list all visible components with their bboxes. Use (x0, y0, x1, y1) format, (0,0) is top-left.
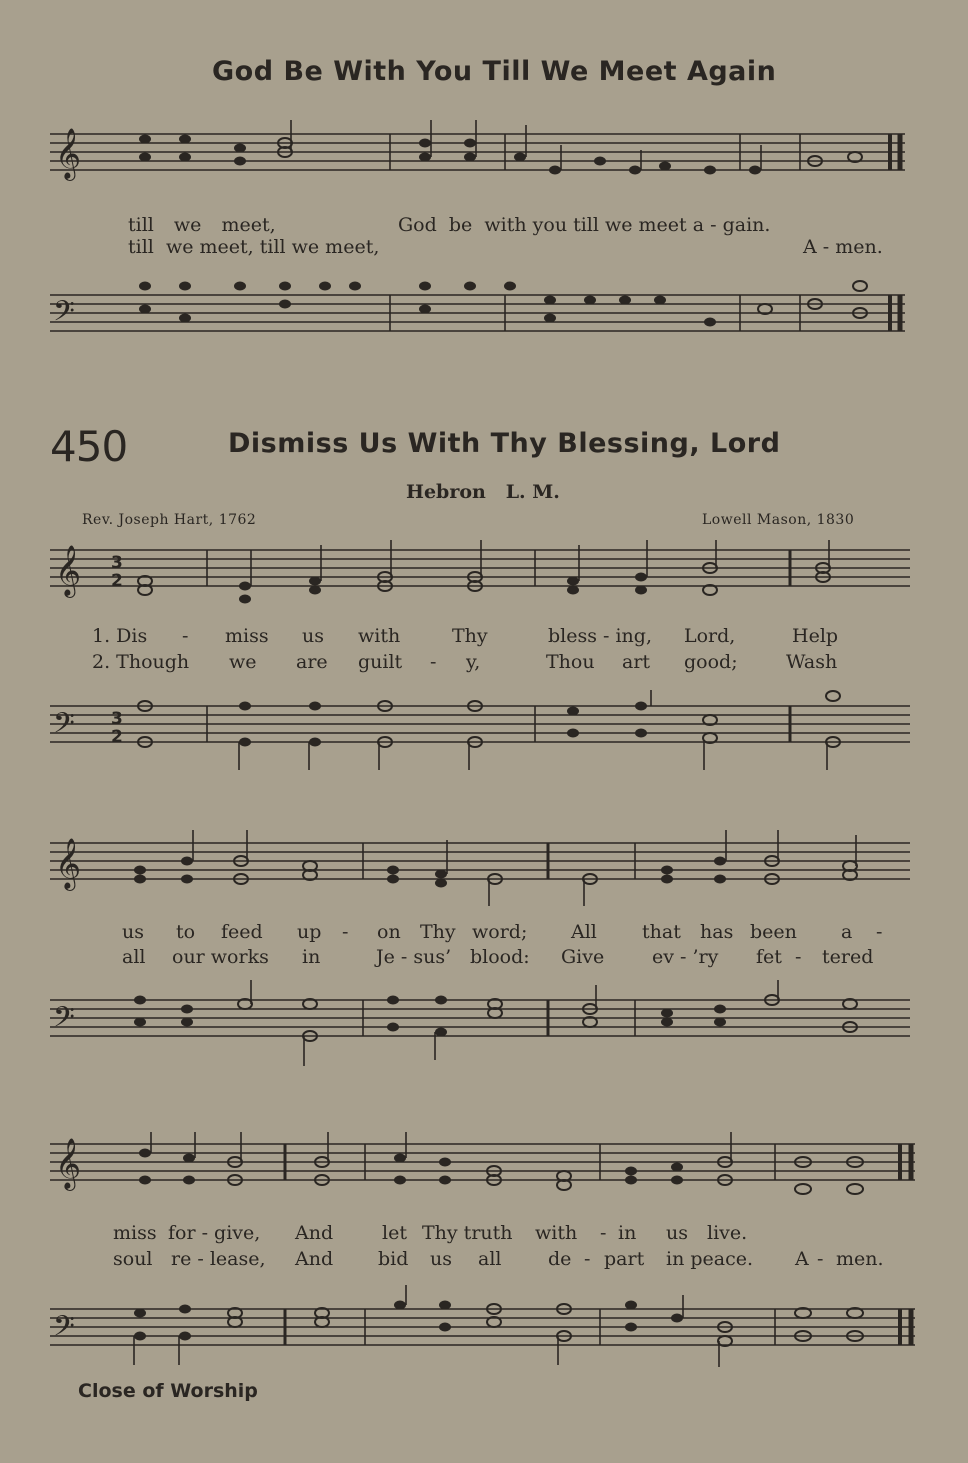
lyric: good; (684, 651, 738, 673)
svg-text:2: 2 (111, 571, 123, 591)
lyric-pos (92, 651, 189, 673)
lyric: us (302, 625, 324, 647)
svg-text:𝄞: 𝄞 (55, 545, 82, 596)
svg-text:𝄢: 𝄢 (53, 1001, 75, 1041)
prev-verse1-lyrics-b (398, 214, 770, 236)
meter: L. M. (505, 481, 560, 503)
lyric: tered (822, 946, 874, 968)
lyric: All (571, 921, 597, 943)
lyric: we meet, till we meet, (165, 236, 380, 258)
lyric: Lord, (684, 625, 736, 647)
lyric: we (173, 214, 202, 236)
lyric-pos (113, 1222, 157, 1244)
lyric: are (296, 651, 328, 673)
lyric: for - give, (168, 1222, 261, 1244)
lyric: Thy (452, 625, 488, 647)
svg-text:𝄞: 𝄞 (55, 838, 82, 889)
lyric-pos (171, 1248, 266, 1270)
lyric-pos (604, 1248, 644, 1270)
lyric-pos (841, 921, 852, 943)
hymn-title: Dismiss Us With Thy Blessing, Lord (228, 428, 781, 459)
lyric-pos (822, 946, 873, 968)
lyric: to (176, 921, 196, 943)
lyric: up (297, 921, 322, 943)
lyric: art (622, 651, 651, 673)
lyric-pos (113, 1248, 153, 1270)
lyric-pos (584, 1248, 590, 1270)
lyric-pos (376, 946, 451, 968)
lyric: on (377, 921, 401, 943)
lyric: us (666, 1222, 688, 1244)
lyric-pos (377, 921, 401, 943)
lyric: feed (221, 921, 263, 943)
lyric-pos (297, 921, 321, 943)
lyric-pos (478, 1248, 501, 1270)
lyric: word; (472, 921, 528, 943)
lyric-pos (795, 1248, 809, 1270)
svg-text:𝄢: 𝄢 (53, 707, 75, 747)
lyric-pos (430, 651, 436, 673)
hymn-number: 450 (50, 422, 128, 471)
lyric: has (700, 921, 734, 943)
lyric: men. (836, 1248, 884, 1270)
lyric: A (803, 236, 817, 258)
lyric: all (122, 946, 146, 968)
lyric: Thy (420, 921, 456, 943)
lyric: gain. (722, 214, 771, 236)
lyric-pos (358, 651, 402, 673)
lyric-pos (548, 1248, 571, 1270)
lyric: fet (756, 946, 782, 968)
lyric: that (642, 921, 681, 943)
lyric-pos (229, 651, 257, 673)
system2-bass-staff (45, 980, 915, 1070)
lyric-pos (571, 921, 597, 943)
lyric-pos (876, 921, 882, 943)
section-footer: Close of Worship (78, 1380, 258, 1402)
lyric-pos (666, 1248, 753, 1270)
lyric-pos (756, 946, 782, 968)
lyric: all (478, 1248, 502, 1270)
lyric-pos (302, 625, 324, 647)
lyric: in (618, 1222, 637, 1244)
lyric: guilt (358, 651, 403, 673)
lyric-pos (652, 946, 718, 968)
lyric: with you till we meet (484, 214, 687, 236)
lyric-pos (122, 921, 144, 943)
svg-text:3: 3 (111, 553, 123, 573)
lyric-pos (378, 1248, 408, 1270)
lyric: part (604, 1248, 645, 1270)
lyric-pos (182, 625, 188, 647)
lyric: miss (225, 625, 269, 647)
lyric-pos (470, 946, 530, 968)
composer-credit: Lowell Mason, 1830 (702, 512, 855, 528)
lyric-pos (795, 946, 801, 968)
system1-bass-staff (45, 690, 915, 770)
lyric-pos (600, 1222, 606, 1244)
lyric: - (795, 946, 802, 968)
tune-line (406, 481, 560, 503)
lyric-pos (225, 625, 269, 647)
system2-treble-staff (45, 830, 915, 910)
lyric-pos (122, 946, 145, 968)
lyric-pos (684, 651, 738, 673)
lyric: - (876, 921, 883, 943)
lyric: - (710, 214, 717, 236)
lyric: 1. Dis (92, 625, 148, 647)
lyric: ev - ’ry (652, 946, 719, 968)
lyric-pos (666, 1222, 688, 1244)
lyric: And (295, 1248, 334, 1270)
lyric: a (841, 921, 853, 943)
lyric-pos (548, 625, 652, 647)
lyric-pos (684, 625, 735, 647)
lyric: Thou (546, 651, 595, 673)
lyric: - (822, 236, 830, 258)
lyric: us (122, 921, 144, 943)
lyric: God (398, 214, 437, 236)
svg-text:𝄢: 𝄢 (53, 1310, 75, 1350)
lyric: Help (792, 625, 839, 647)
lyric: Give (561, 946, 605, 968)
lyric: with (358, 625, 401, 647)
lyric: miss (113, 1222, 157, 1244)
lyric: Wash (786, 651, 838, 673)
lyric-pos (420, 921, 456, 943)
lyric: de (548, 1248, 572, 1270)
svg-text:𝄞: 𝄞 (55, 128, 82, 179)
lyric: been (750, 921, 797, 943)
lyric: Thy truth (422, 1222, 513, 1244)
lyric-pos (561, 946, 604, 968)
prev-bass-staff (45, 270, 915, 360)
svg-text:𝄢: 𝄢 (53, 295, 75, 335)
lyric: bid (378, 1248, 409, 1270)
lyric-pos (172, 946, 269, 968)
lyric-pos (295, 1248, 333, 1270)
lyric-pos (836, 1248, 884, 1270)
lyric: bless - ing, (548, 625, 652, 647)
lyric-pos (622, 651, 650, 673)
lyric: - (182, 625, 189, 647)
lyric-pos (176, 921, 195, 943)
lyric-pos (700, 921, 733, 943)
lyric-pos (642, 921, 681, 943)
lyric: us (430, 1248, 452, 1270)
lyric-pos (422, 1222, 513, 1244)
lyric-pos (302, 946, 320, 968)
lyric-pos (430, 1248, 452, 1270)
lyric-pos (472, 921, 527, 943)
lyric: men. (835, 236, 883, 258)
lyric-pos (618, 1222, 636, 1244)
svg-text:3: 3 (111, 709, 123, 729)
lyric: we (229, 651, 257, 673)
lyric: 2. Though (92, 651, 190, 673)
lyric: soul (113, 1248, 153, 1270)
system1-treble-staff (45, 540, 915, 610)
lyric: meet, (221, 214, 276, 236)
lyric: y, (466, 651, 481, 673)
lyric: A (795, 1248, 809, 1270)
lyric: till (128, 236, 154, 258)
lyric: in (302, 946, 321, 968)
lyric-pos (786, 651, 837, 673)
lyric-pos (535, 1222, 577, 1244)
lyric: blood: (470, 946, 530, 968)
prev-treble-staff (45, 120, 915, 190)
system3-treble-staff (45, 1132, 920, 1202)
svg-text:𝄞: 𝄞 (55, 1138, 82, 1189)
lyric: live. (707, 1222, 748, 1244)
lyric-pos (546, 651, 595, 673)
lyric-pos (221, 921, 263, 943)
lyric: And (295, 1222, 334, 1244)
prev-verse1-lyrics (128, 214, 276, 236)
tune-name: Hebron (406, 481, 486, 503)
lyric: - (600, 1222, 607, 1244)
svg-text:2: 2 (111, 727, 123, 747)
lyric-pos (466, 651, 480, 673)
lyric-pos (342, 921, 348, 943)
lyric: let (382, 1222, 407, 1244)
lyric: till (128, 214, 154, 236)
lyric: - (584, 1248, 591, 1270)
lyric-pos (295, 1222, 333, 1244)
system1-verse1 (92, 625, 147, 647)
lyric: a (692, 214, 705, 236)
prev-verse2-lyrics (128, 236, 379, 258)
lyric-pos (792, 625, 838, 647)
lyric-pos (168, 1222, 260, 1244)
lyric: be (448, 214, 473, 236)
lyric-pos (358, 625, 400, 647)
lyric: Je - sus’ (376, 946, 452, 968)
lyric: - (342, 921, 349, 943)
author-credit: Rev. Joseph Hart, 1762 (82, 512, 257, 528)
prev-hymn-title: God Be With You Till We Meet Again (212, 56, 777, 87)
lyric-pos (750, 921, 797, 943)
system3-bass-staff (45, 1285, 920, 1370)
prev-amen (803, 236, 883, 258)
lyric-pos (452, 625, 488, 647)
lyric-pos (296, 651, 328, 673)
lyric: our works (172, 946, 269, 968)
lyric-pos (707, 1222, 747, 1244)
lyric: - (430, 651, 437, 673)
lyric: re - lease, (171, 1248, 266, 1270)
lyric: in peace. (666, 1248, 754, 1270)
lyric-pos (382, 1222, 407, 1244)
lyric: with (535, 1222, 578, 1244)
lyric: - (817, 1248, 824, 1270)
lyric-pos (817, 1248, 823, 1270)
